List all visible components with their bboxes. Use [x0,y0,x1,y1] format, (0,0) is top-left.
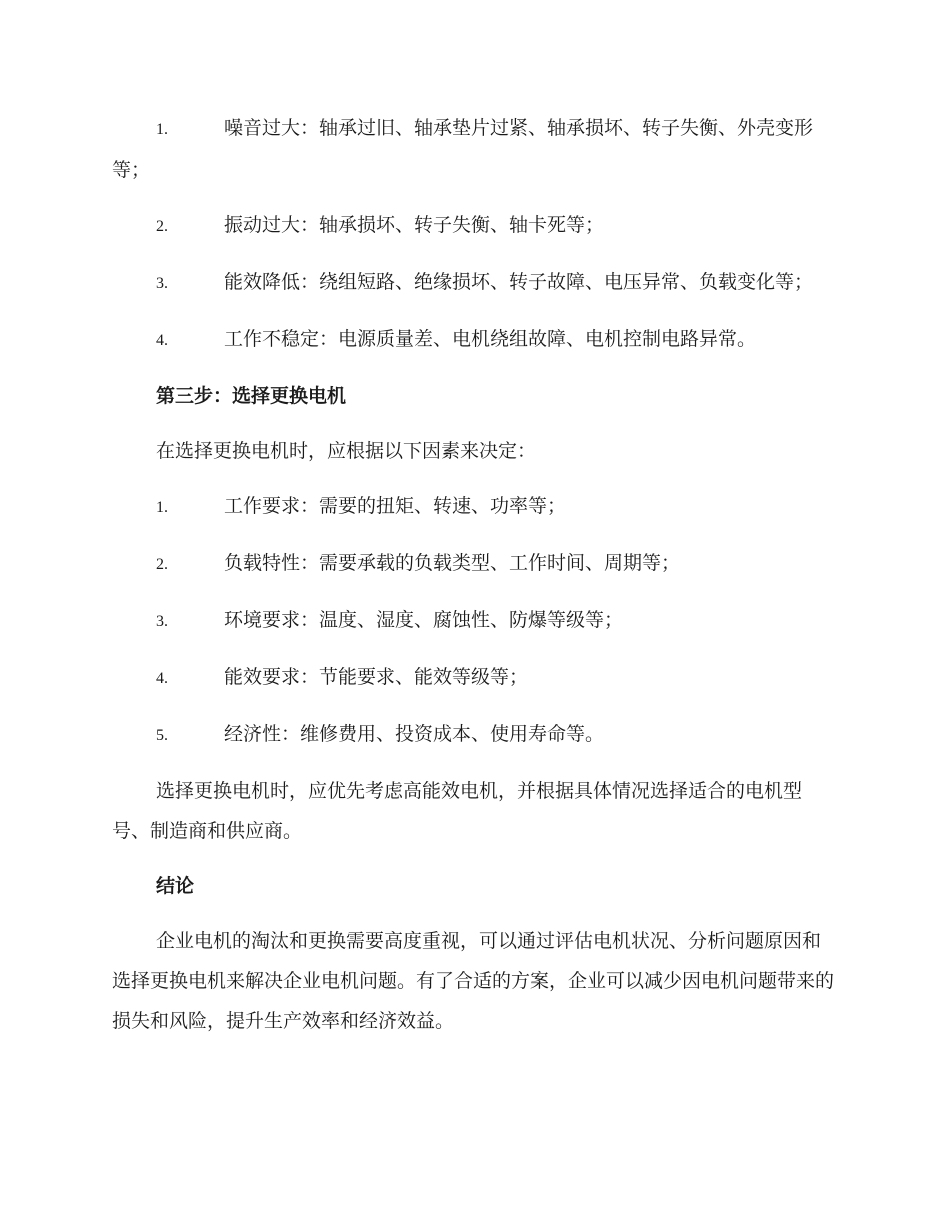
list-number: 4. [156,670,168,687]
factor-item-1 [112,486,834,528]
list-text: 能效降低：绕组短路、绝缘损坏、转子故障、电压异常、负载变化等； [224,271,814,293]
failure-item-3 [112,262,834,304]
factor-item-4 [112,657,834,699]
step3-intro: 在选择更换电机时，应根据以下因素来决定： [156,440,537,462]
failure-item-2 [112,205,834,247]
list-number: 2. [156,218,168,235]
factor-item-5 [112,714,834,756]
list-number: 3. [156,275,168,292]
factor-item-2 [112,543,834,585]
list-text: 负载特性：需要承载的负载类型、工作时间、周期等； [224,552,681,574]
list-number: 1. [156,121,168,138]
list-text: 工作要求：需要的扭矩、转速、功率等； [224,495,567,517]
step3-summary: 选择更换电机时，应优先考虑高能效电机，并根据具体情况选择适合的电机型号、制造商和供应商。 [112,780,803,842]
failure-item-4 [112,319,834,361]
step3-heading: 第三步：选择更换电机 [156,385,347,407]
list-text: 工作不稳定：电源质量差、电机绕组故障、电机控制电路异常。 [224,328,757,350]
failure-item-1 [112,108,834,190]
document-body [112,108,834,1056]
conclusion-heading: 结论 [156,875,195,897]
conclusion-text: 企业电机的淘汰和更换需要高度重视，可以通过评估电机状况、分析问题原因和选择更换电机来解决企业电机问题。有了合适的方案，企业可以减少因电机问题带来的损失和风险，提升生产效率和经济效益。 [112,930,835,1032]
list-text: 振动过大：轴承损坏、转子失衡、轴卡死等； [224,214,605,236]
list-number: 5. [156,727,168,744]
list-text: 环境要求：温度、湿度、腐蚀性、防爆等级等； [224,609,624,631]
list-number: 2. [156,556,168,573]
factor-item-3 [112,600,834,642]
list-number: 4. [156,332,168,349]
list-text: 经济性：维修费用、投资成本、使用寿命等。 [224,723,605,745]
list-text: 能效要求：节能要求、能效等级等； [224,666,529,688]
list-text: 噪音过大：轴承过旧、轴承垫片过紧、轴承损坏、转子失衡、外壳变形等； [112,117,814,181]
list-number: 1. [156,499,168,516]
list-number: 3. [156,613,168,630]
